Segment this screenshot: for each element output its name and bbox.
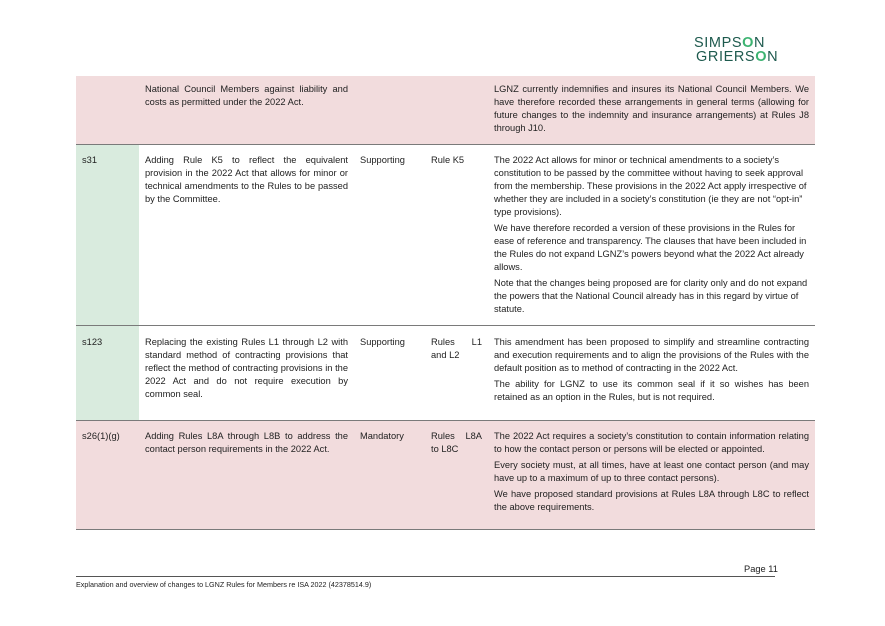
rule-cell: Rules L1 and L2: [431, 337, 482, 360]
simpson-grierson-logo: [694, 35, 779, 65]
section-cell: s123: [76, 326, 139, 421]
table-row: [76, 145, 815, 326]
comment-paragraph: The ability for LGNZ to use its common seal if it so wishes has been retained as an option in the Rules, but is not required.: [494, 379, 809, 402]
description-cell: Adding Rule K5 to reflect the equivalent provision in the 2022 Act that allows for minor or technical amendments to the Rules to be passed by the Committee.: [145, 155, 348, 204]
description-cell: Adding Rules L8A through L8B to address the contact person requirements in the 2022 Act.: [139, 421, 354, 530]
logo-line-1: [694, 36, 776, 50]
comments-cell: [488, 76, 815, 145]
table-row: [76, 76, 815, 145]
table-row: [76, 326, 815, 421]
logo-ring-icon: O: [755, 49, 768, 65]
comment-paragraph: We have proposed standard provisions at Rules L8A through L8C to reflect the above requirements.: [494, 489, 809, 512]
changes-table: [76, 76, 815, 530]
classification-cell: Supporting: [360, 155, 405, 165]
comment-paragraph: Note that the changes being proposed are for clarity only and do not expand the powers that the National Council already has in this regard by virtue of statute.: [494, 278, 808, 314]
section-cell: s26(1)(g): [76, 421, 139, 530]
logo-ring-icon: O: [742, 35, 755, 51]
classification-cell: Mandatory: [354, 421, 425, 530]
rule-cell: Rules L8A to L8C: [425, 421, 488, 530]
logo-text: SIMPS: [694, 35, 743, 51]
classification-cell: [354, 76, 425, 145]
rule-cell: [425, 76, 488, 145]
logo-text: GRIERS: [696, 49, 756, 65]
classification-cell: Supporting: [360, 337, 405, 347]
logo-text: N: [767, 49, 779, 65]
comment-paragraph: We have therefore recorded a version of these provisions in the Rules for ease of reference and transparency. The clauses that have been included in the Rules do not expand LGNZ’s powers beyond what the 2022 Act already allows.: [494, 223, 807, 272]
description-cell: Replacing the existing Rules L1 through L2 with standard method of contracting provisions that reflect the method of contracting provisions in the 2022 Act and do not require execution by common seal.: [145, 337, 348, 399]
section-cell: [76, 76, 139, 145]
comments-cell: [488, 421, 815, 530]
rule-cell: Rule K5: [431, 155, 465, 165]
footer-divider: [76, 576, 775, 577]
page-number: Page 11: [744, 564, 778, 574]
logo-text: N: [754, 35, 766, 51]
comment-paragraph: This amendment has been proposed to simplify and streamline contracting and execution requirements and to align the provisions of the Rules with the default position as to method of contracting in the 2022 Act.: [494, 337, 809, 373]
table-row: [76, 421, 815, 530]
logo-line-2: [696, 49, 779, 65]
comment-paragraph: The 2022 Act allows for minor or technical amendments to a society’s constitution to be passed by the committee without having to seek approval from the membership. These provisions in the 2022 Act apply irrespective of whether they are included in a society’s constitution (ie they are not “opt-in” type provisions).: [494, 155, 807, 217]
comment-paragraph: LGNZ currently indemnifies and insures its National Council Members. We have therefore recorded these arrangements in general terms (allowing for future changes to the indemnity and insurance arrangements) at Rules J8 through J10.: [494, 84, 809, 133]
description-cell: National Council Members against liability and costs as permitted under the 2022 Act.: [139, 76, 354, 145]
comment-paragraph: Every society must, at all times, have at least one contact person (and may have up to a maximum of up to three contact persons).: [494, 460, 809, 483]
comment-paragraph: The 2022 Act requires a society’s constitution to contain information relating to how the contact person or persons will be elected or appointed.: [494, 431, 809, 454]
section-cell: s31: [76, 145, 139, 326]
comments-cell: [488, 145, 815, 326]
footer-text: Explanation and overview of changes to LGNZ Rules for Members re ISA 2022 (42378514.9): [76, 580, 372, 589]
comments-cell: [488, 326, 815, 421]
